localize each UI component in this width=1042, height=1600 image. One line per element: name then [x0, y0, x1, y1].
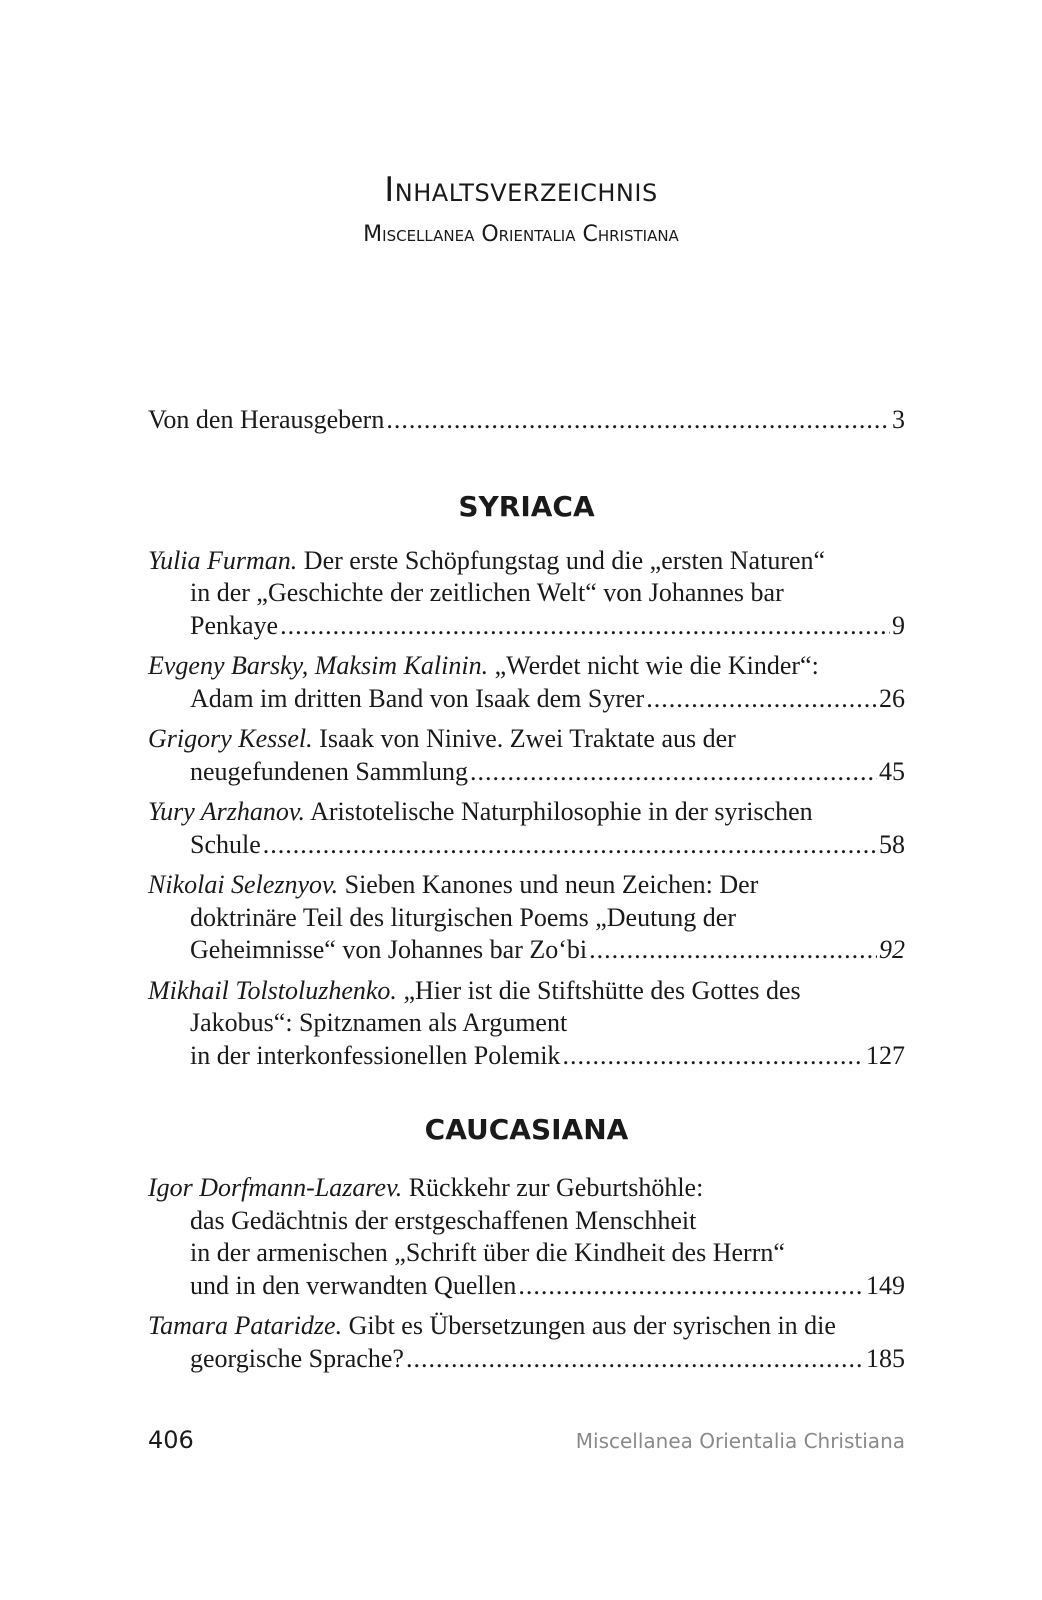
toc-author: Nikolai Seleznyov. — [148, 870, 339, 899]
toc-title-part: Geheimnisse“ von Johannes bar Zoʻbi — [190, 935, 588, 964]
toc-line: in der armenischen „Schrift über die Kindheit des Herrn“ — [190, 1238, 785, 1267]
toc-line — [148, 1172, 905, 1205]
toc-page-number: 9 — [892, 610, 905, 640]
toc-line — [148, 1270, 905, 1303]
toc-entry — [148, 545, 905, 643]
toc-line: Jakobus“: Spitznamen als Argument — [190, 1008, 568, 1037]
toc-author: Mikhail Tolstoluzhenko. — [148, 975, 397, 1005]
page-footer — [148, 1426, 905, 1454]
toc-line — [148, 829, 905, 862]
section-heading-caucasiana: CAUCASIANA — [424, 1113, 629, 1146]
toc-page-number: 58 — [879, 829, 905, 859]
toc-line — [148, 1040, 905, 1073]
dot-leader — [562, 1040, 864, 1073]
dot-leader — [470, 756, 877, 789]
toc-line: in der „Geschichte der zeitlichen Welt“ von Johannes bar — [190, 578, 784, 607]
dot-leader — [589, 934, 877, 967]
dot-leader — [406, 1343, 864, 1376]
toc-title-part: Isaak von Ninive. Zwei Traktate aus der — [312, 724, 736, 753]
toc-title-part: Adam im dritten Band von Isaak dem Syrer — [190, 683, 645, 713]
toc-line — [148, 650, 905, 683]
toc-entry — [148, 1172, 905, 1302]
toc-entry-title: Von den Herausgebern — [148, 405, 385, 434]
toc-line — [148, 756, 905, 789]
toc-author: Evgeny Barsky, Maksim Kalinin. — [148, 651, 489, 680]
toc-author: Yury Arzhanov. — [148, 797, 305, 826]
section-heading-syriaca: SYRIACA — [458, 489, 595, 523]
toc-author: Yulia Furman. — [148, 545, 298, 575]
toc-title-part: Aristotelische Naturphilosophie in der syrischen — [305, 797, 813, 826]
toc-title-part: neugefundenen Sammlung — [190, 756, 468, 786]
toc-line: doktrinäre Teil des liturgischen Poems „Deutung der — [190, 902, 736, 932]
toc-page-number: 149 — [866, 1270, 905, 1300]
dot-leader — [263, 829, 877, 862]
toc-entry — [148, 869, 905, 967]
toc-page-number: 45 — [879, 756, 905, 786]
toc-entry-intro — [148, 404, 905, 437]
toc-line — [148, 975, 905, 1008]
toc-line — [148, 1310, 905, 1343]
toc-title-part: Schule — [190, 829, 261, 859]
toc-author: Grigory Kessel. — [148, 724, 313, 753]
page-title: Inhaltsverzeichnis — [384, 170, 658, 210]
toc-line: das Gedächtnis der erstgeschaffenen Menschheit — [190, 1205, 697, 1235]
toc-line — [148, 610, 905, 643]
toc-line — [148, 683, 905, 716]
toc-title-part: Der erste Schöpfungstag und die „ersten Naturen“ — [297, 545, 826, 575]
toc-page-number: 127 — [866, 1040, 905, 1070]
toc-line — [148, 869, 905, 902]
page-number: 406 — [148, 1426, 194, 1454]
toc-line — [148, 723, 905, 756]
toc-title-part: „Hier ist die Stiftshütte des Gottes des — [396, 975, 801, 1005]
toc-entry — [148, 796, 905, 861]
running-title: Miscellanea Orientalia Christiana — [575, 1429, 905, 1453]
page-subtitle: Miscellanea Orientalia Christiana — [363, 222, 679, 247]
table-of-contents — [148, 404, 905, 1383]
toc-entry — [148, 975, 905, 1073]
toc-title-part: Sieben Kanones und neun Zeichen: Der — [338, 870, 759, 899]
toc-author: Igor Dorfmann-Lazarev. — [148, 1173, 403, 1202]
toc-title-part: in der interkonfessionellen Polemik — [190, 1040, 561, 1070]
page-header — [0, 168, 1042, 252]
toc-title-part: und in den verwandten Quellen — [190, 1270, 517, 1300]
dot-leader — [386, 404, 890, 437]
toc-line — [148, 545, 905, 578]
toc-entry — [148, 723, 905, 788]
dot-leader — [280, 610, 890, 643]
toc-line — [148, 404, 905, 437]
toc-title-part: georgische Sprache? — [190, 1343, 404, 1373]
toc-title-part: „Werdet nicht wie die Kinder“: — [488, 651, 819, 680]
dot-leader — [646, 683, 877, 716]
toc-title-part: Rückkehr zur Geburtshöhle: — [402, 1173, 704, 1202]
toc-entry — [148, 650, 905, 715]
dot-leader — [518, 1270, 864, 1303]
toc-line — [148, 934, 905, 967]
toc-entry — [148, 1310, 905, 1375]
toc-page-number: 26 — [879, 683, 905, 713]
toc-line — [148, 796, 905, 829]
toc-title-part: Penkaye — [190, 610, 279, 640]
toc-title-part: Gibt es Übersetzungen aus der syrischen in die — [342, 1311, 836, 1340]
toc-author: Tamara Pataridze. — [148, 1311, 343, 1340]
toc-page-number: 3 — [892, 405, 905, 434]
toc-line — [148, 1343, 905, 1376]
toc-page-number: 92 — [879, 935, 905, 964]
toc-page-number: 185 — [866, 1343, 905, 1373]
